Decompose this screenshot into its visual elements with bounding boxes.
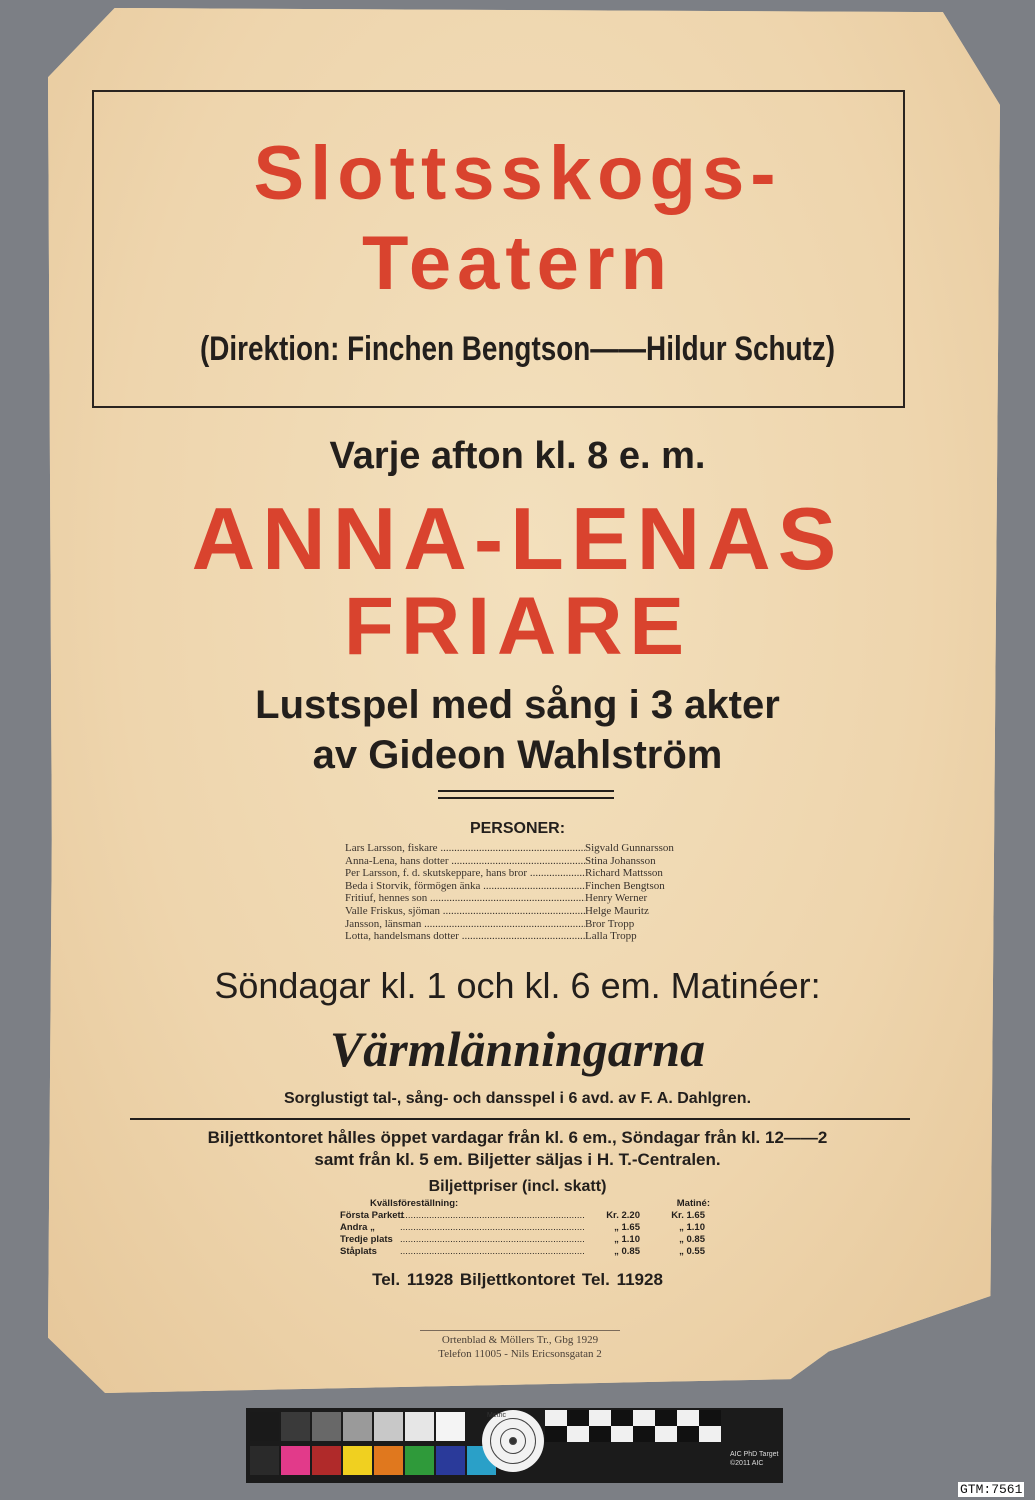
swatch: [312, 1446, 341, 1475]
swatch: [405, 1446, 434, 1475]
cast-role: Anna-Lena, hans dotter .....: [345, 855, 585, 868]
cast-actor: Bror Tropp: [585, 917, 635, 930]
cast-row: [345, 918, 705, 931]
leader-dots: [400, 1222, 585, 1234]
swatch: [374, 1412, 403, 1441]
matinee-subtitle: Sorglustigt tal-, sång- och dansspel i 6 avd. av F. A. Dahlgren.: [283, 1090, 752, 1107]
price-label: Tredje plats: [340, 1234, 393, 1245]
cast-role: Beda i Storvik, förmögen änka .....: [345, 880, 585, 893]
matinee-title: Värmlänningarna: [329, 1021, 706, 1077]
prices-heading: Biljettpriser (incl. skatt): [428, 1178, 607, 1195]
printer-line1: Ortenblad & Möllers Tr., Gbg 1929: [441, 1334, 599, 1346]
divider: [130, 1118, 910, 1120]
cast-list: [345, 842, 705, 943]
box-office-line1: Biljettkontoret hålles öppet vardagar från kl. 6 em., Söndagar från kl. 12——2: [207, 1128, 828, 1147]
printer-imprint: [420, 1330, 620, 1361]
cast-actor: Sigvald Gunnarsson: [585, 842, 674, 854]
leader-dots: [400, 1246, 585, 1258]
cast-actor: Stina Johansson: [585, 854, 656, 867]
direction-line: (Direktion: Finchen Bengtson——Hildur Schutz): [199, 330, 836, 368]
target-label: [730, 1450, 779, 1468]
swatch: [436, 1446, 465, 1475]
play-title-line1: ANNA-LENAS: [191, 489, 844, 588]
swatch: [374, 1446, 403, 1475]
swatch: [436, 1412, 465, 1441]
evening-price: Kr. 2.20: [606, 1210, 640, 1221]
cast-row: [345, 905, 705, 918]
swatch: [343, 1446, 372, 1475]
cast-row: [345, 880, 705, 893]
swatch: [405, 1412, 434, 1441]
cast-row: [345, 867, 705, 880]
cast-row: [345, 892, 705, 905]
matinee-schedule: Söndagar kl. 1 och kl. 6 em. Matinéer:: [214, 965, 821, 1006]
ruler-ticks: [545, 1410, 721, 1442]
cast-role: Jansson, länsman .....: [345, 918, 585, 931]
swatch: [281, 1446, 310, 1475]
matinee-price: Kr. 1.65: [671, 1210, 705, 1221]
price-row: [340, 1210, 710, 1222]
cast-role: Valle Friskus, sjöman .....: [345, 905, 585, 918]
double-divider: [438, 790, 614, 799]
cast-actor: Richard Mattsson: [585, 867, 663, 880]
target-label-line1: AIC PhD Target: [730, 1451, 779, 1458]
leader-dots: [400, 1210, 585, 1222]
theatre-name-line1: Slottsskogs-: [253, 131, 782, 216]
target-bullseye: [482, 1410, 544, 1472]
cast-actor: Henry Werner: [585, 892, 648, 905]
cast-role: Per Larsson, f. d. skutskeppare, hans bror .....: [345, 867, 585, 880]
cast-row: [345, 855, 705, 868]
swatch: [281, 1412, 310, 1441]
target-label-line2: ©2011 AIC: [730, 1460, 764, 1467]
evening-schedule: Varje afton kl. 8 e. m.: [329, 435, 706, 477]
price-label: Andra „: [340, 1222, 375, 1233]
printer-line2: Telefon 11005 - Nils Ericsonsgatan 2: [438, 1348, 602, 1360]
ruler-unit-label: Metric: [487, 1412, 507, 1419]
swatch: [343, 1412, 372, 1441]
price-table: [340, 1198, 710, 1258]
evening-price: „ 0.85: [614, 1246, 640, 1257]
cast-actor: Helge Mauritz: [585, 904, 649, 917]
matinee-price: „ 1.10: [679, 1222, 705, 1233]
cast-heading: PERSONER:: [469, 820, 566, 837]
evening-price: „ 1.65: [614, 1222, 640, 1233]
scale-ruler: [545, 1410, 721, 1442]
swatch: [312, 1412, 341, 1441]
matinee-column-heading: Matiné:: [676, 1198, 710, 1209]
price-label: Första Parkett: [340, 1210, 404, 1221]
price-table-header: [340, 1198, 710, 1210]
price-row: [340, 1234, 710, 1246]
telephone-line: Tel. 11928 Biljettkontoret Tel. 11928: [372, 1270, 663, 1289]
play-title-line2: FRIARE: [343, 581, 692, 672]
cast-actor: Lalla Tropp: [585, 930, 637, 943]
cast-actor: Finchen Bengtson: [585, 879, 665, 892]
evening-price: „ 1.10: [614, 1234, 640, 1245]
cast-row: [345, 842, 705, 855]
bullseye-center: [509, 1437, 517, 1445]
cast-role: Fritiuf, hennes son .....: [345, 892, 585, 905]
price-row: [340, 1222, 710, 1234]
play-subtitle-line2: av Gideon Wahlström: [312, 733, 723, 777]
matinee-price: „ 0.85: [679, 1234, 705, 1245]
swatch: [250, 1446, 279, 1475]
price-label: Ståplats: [340, 1246, 377, 1257]
play-subtitle-line1: Lustspel med sång i 3 akter: [255, 683, 780, 727]
cast-row: [345, 930, 705, 943]
catalog-id: GTM:7561: [960, 1482, 1023, 1497]
box-office-line2: samt från kl. 5 em. Biljetter säljas i H. T.-Centralen.: [314, 1150, 721, 1169]
leader-dots: [400, 1234, 585, 1246]
price-row: [340, 1246, 710, 1258]
cast-role: Lars Larsson, fiskare .....: [345, 842, 585, 855]
cast-role: Lotta, handelsmans dotter .....: [345, 930, 585, 943]
evening-column-heading: Kvällsföreställning:: [370, 1198, 459, 1209]
matinee-price: „ 0.55: [679, 1246, 705, 1257]
theatre-name-line2: Teatern: [362, 221, 673, 306]
swatch: [250, 1412, 279, 1441]
